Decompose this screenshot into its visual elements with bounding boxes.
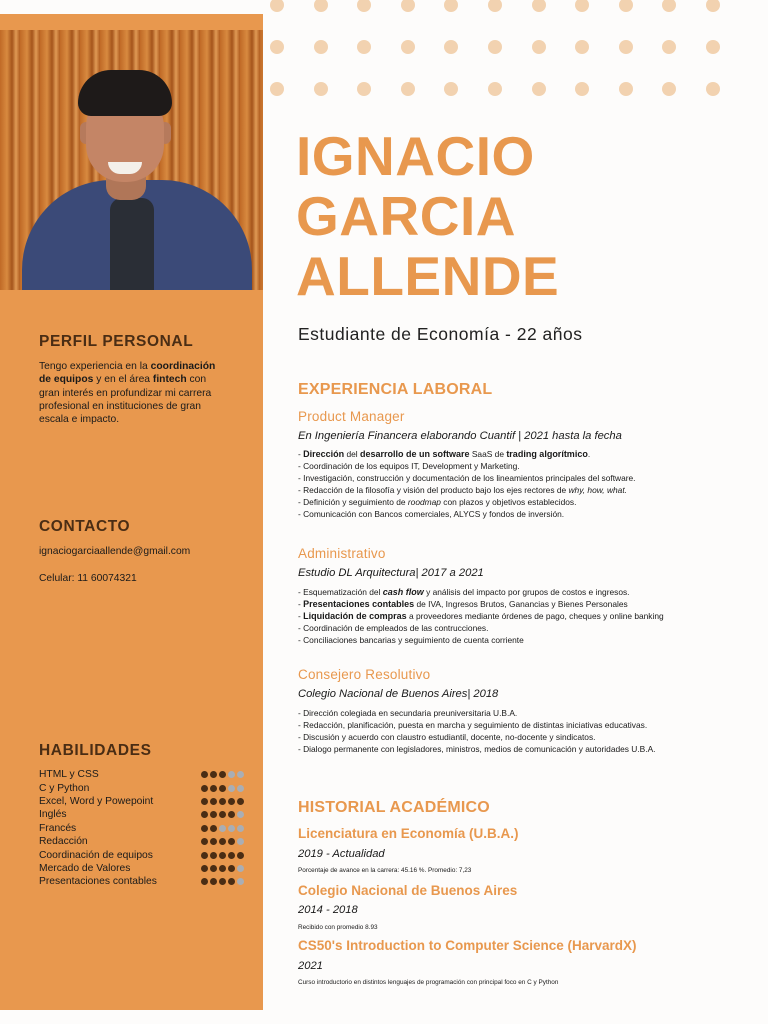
skill-row	[39, 822, 244, 835]
skill-level-dot	[228, 798, 235, 805]
decor-dot	[314, 40, 328, 54]
decor-dot	[488, 0, 502, 12]
bullet: - Conciliaciones bancarias y seguimiento de cuenta corriente	[298, 635, 524, 646]
skill-level-dot	[228, 865, 235, 872]
decor-dot	[270, 82, 284, 96]
profile-heading: PERFIL PERSONAL	[39, 333, 194, 350]
decor-dot	[706, 0, 720, 12]
bullet: - Presentaciones contables de IVA, Ingresos Brutos, Ganancias y Bienes Personales	[298, 599, 628, 610]
skill-level-dot	[228, 825, 235, 832]
education-heading: HISTORIAL ACADÉMICO	[298, 799, 490, 816]
skills-list	[39, 768, 244, 889]
skills-heading: HABILIDADES	[39, 742, 152, 759]
skill-name: HTML y CSS	[39, 769, 99, 781]
contact-email: ignaciogarciaallende@gmail.com	[39, 546, 191, 557]
bullet: - Dirección del desarrollo de un software SaaS de trading algorítmico.	[298, 449, 591, 459]
skill-level-dot	[210, 865, 217, 872]
name-line: ALLENDE	[296, 245, 560, 307]
decor-dot	[532, 0, 546, 12]
skill-level-dot	[237, 811, 244, 818]
name-line: IGNACIO	[296, 125, 535, 187]
skill-level-dot	[237, 825, 244, 832]
profile-photo	[0, 30, 263, 290]
skill-level-dot	[210, 798, 217, 805]
profile-text: Tengo experiencia en la coordinación de equipos y en el área fintech con gran interés en profundizar mi carrera profesional en instituciones de gran escala e impacto.	[39, 361, 216, 426]
skill-level-dots	[201, 771, 244, 778]
decor-dot	[619, 82, 633, 96]
skill-level-dot	[219, 865, 226, 872]
job-subtitle: En Ingeniería Financera elaborando Cuantif | 2021 hasta la fecha	[298, 430, 622, 442]
decor-dot	[575, 40, 589, 54]
skill-level-dot	[210, 785, 217, 792]
bullet: - Definición y seguimiento de roodmap con plazos y objetivos establecidos.	[298, 497, 577, 508]
skill-name: Francés	[39, 822, 77, 834]
bullet: - Liquidación de compras a proveedores mediante órdenes de pago, cheques y online banking	[298, 611, 664, 622]
skill-level-dot	[201, 838, 208, 845]
bullet: - Investigación, construcción y documentación de los lineamientos principales del software.	[298, 473, 636, 484]
skill-level-dot	[210, 838, 217, 845]
job-bullets	[298, 707, 738, 755]
bullet: - Coordinación de empleados de las contrucciones.	[298, 623, 489, 634]
decor-dot	[706, 82, 720, 96]
skill-level-dot	[237, 771, 244, 778]
skill-level-dot	[210, 878, 217, 885]
skill-level-dots	[201, 798, 244, 805]
education-name: Colegio Nacional de Buenos Aires	[298, 883, 518, 898]
bullet: - Dirección colegiada en secundaria preuniversitaria U.B.A.	[298, 708, 518, 718]
decor-dot	[314, 0, 328, 12]
bullet: - Dialogo permanente con legisladores, ministros, medios de comunicación y autoridades U.B.A.	[298, 744, 656, 755]
experience-heading: EXPERIENCIA LABORAL	[298, 381, 493, 398]
skill-level-dots	[201, 838, 244, 845]
skill-row	[39, 848, 244, 861]
decor-dot	[662, 82, 676, 96]
skill-level-dot	[219, 811, 226, 818]
skill-level-dot	[219, 878, 226, 885]
decor-dot	[401, 0, 415, 12]
skill-level-dots	[201, 785, 244, 792]
bullet: - Redacción, planificación, puesta en marcha y seguimiento de distintas iniciativas educativas.	[298, 720, 648, 731]
decor-dot	[619, 0, 633, 12]
skill-level-dots	[201, 878, 244, 885]
skill-level-dot	[201, 878, 208, 885]
skill-level-dot	[201, 852, 208, 859]
decorative-dot-pattern	[268, 0, 768, 100]
decor-dot	[532, 82, 546, 96]
education-dates: 2021	[298, 960, 323, 972]
decor-dot	[444, 82, 458, 96]
skill-level-dot	[210, 771, 217, 778]
contact-phone: Celular: 11 60074321	[39, 573, 137, 584]
bullet: - Redacción de la filosofía y visión del producto bajo los ejes rectores de why, how, what.	[298, 485, 627, 496]
skill-level-dot	[228, 852, 235, 859]
job-title: Product Manager	[298, 409, 405, 424]
job-title: Administrativo	[298, 546, 386, 561]
education-dates: 2014 - 2018	[298, 904, 358, 916]
skill-level-dot	[210, 825, 217, 832]
skill-name: Coordinación de equipos	[39, 849, 153, 861]
job-subtitle: Colegio Nacional de Buenos Aires| 2018	[298, 688, 499, 700]
skill-row	[39, 862, 244, 875]
skill-level-dots	[201, 852, 244, 859]
job-bullets	[298, 448, 738, 521]
education-detail: Recibido con promedio 8.93	[298, 924, 378, 931]
skill-level-dot	[219, 825, 226, 832]
candidate-subtitle: Estudiante de Economía - 22 años	[298, 324, 583, 344]
skill-level-dot	[237, 798, 244, 805]
decor-dot	[270, 0, 284, 12]
skill-level-dot	[201, 825, 208, 832]
decor-dot	[401, 82, 415, 96]
skill-level-dot	[201, 865, 208, 872]
skill-level-dot	[237, 785, 244, 792]
bullet: - Esquematización del cash flow y análisis del impacto por grupos de costos e ingresos.	[298, 587, 630, 597]
skill-level-dot	[201, 771, 208, 778]
skill-level-dot	[210, 852, 217, 859]
decor-dot	[444, 0, 458, 12]
decor-dot	[706, 40, 720, 54]
skill-level-dot	[237, 865, 244, 872]
skill-name: Mercado de Valores	[39, 862, 131, 874]
decor-dot	[357, 82, 371, 96]
job-subtitle: Estudio DL Arquitectura| 2017 a 2021	[298, 567, 484, 579]
candidate-name	[296, 126, 559, 306]
skill-row	[39, 875, 244, 888]
decor-dot	[357, 40, 371, 54]
skill-row	[39, 768, 244, 781]
bullet: - Discusión y acuerdo con claustro estudiantil, docente, no-docente y sindicatos.	[298, 732, 596, 743]
skill-level-dot	[228, 838, 235, 845]
skill-level-dot	[219, 838, 226, 845]
skill-level-dot	[210, 811, 217, 818]
job-title: Consejero Resolutivo	[298, 667, 431, 682]
skill-level-dot	[201, 798, 208, 805]
skill-level-dots	[201, 811, 244, 818]
skill-level-dot	[237, 878, 244, 885]
decor-dot	[575, 0, 589, 12]
skill-level-dots	[201, 825, 244, 832]
name-line: GARCIA	[296, 185, 516, 247]
decor-dot	[532, 40, 546, 54]
skill-level-dot	[237, 838, 244, 845]
skill-level-dot	[219, 798, 226, 805]
education-detail: Curso introductorio en distintos lenguajes de programación con principal foco en C y Python	[298, 979, 559, 986]
skill-name: Excel, Word y Powepoint	[39, 795, 154, 807]
decor-dot	[662, 0, 676, 12]
skill-level-dot	[228, 771, 235, 778]
education-name: CS50's Introduction to Computer Science (HarvardX)	[298, 938, 637, 953]
decor-dot	[575, 82, 589, 96]
education-detail: Porcentaje de avance en la carrera: 45.16 %. Promedio: 7,23	[298, 867, 472, 874]
skill-level-dot	[228, 811, 235, 818]
skill-level-dot	[219, 771, 226, 778]
skill-level-dot	[228, 878, 235, 885]
skill-level-dot	[219, 852, 226, 859]
skill-name: Presentaciones contables	[39, 876, 157, 888]
decor-dot	[488, 40, 502, 54]
skill-name: Redacción	[39, 836, 88, 848]
skill-level-dot	[201, 785, 208, 792]
skill-row	[39, 835, 244, 848]
decor-dot	[488, 82, 502, 96]
education-dates: 2019 - Actualidad	[298, 848, 385, 860]
skill-level-dot	[228, 785, 235, 792]
bullet: - Comunicación con Bancos comerciales, ALYCS y fondos de inversión.	[298, 509, 565, 520]
decor-dot	[270, 40, 284, 54]
job-bullets	[298, 586, 738, 646]
skill-level-dot	[201, 811, 208, 818]
decor-dot	[357, 0, 371, 12]
skill-level-dots	[201, 865, 244, 872]
skill-level-dot	[237, 852, 244, 859]
decor-dot	[662, 40, 676, 54]
decor-dot	[444, 40, 458, 54]
contact-heading: CONTACTO	[39, 518, 131, 535]
skill-level-dot	[219, 785, 226, 792]
decor-dot	[401, 40, 415, 54]
skill-name: Inglés	[39, 809, 67, 821]
skill-name: C y Python	[39, 782, 90, 794]
skill-row	[39, 808, 244, 821]
bullet: - Coordinación de los equipos IT, Development y Marketing.	[298, 461, 520, 472]
education-name: Licenciatura en Economía (U.B.A.)	[298, 826, 519, 841]
decor-dot	[314, 82, 328, 96]
skill-row	[39, 795, 244, 808]
decor-dot	[619, 40, 633, 54]
skill-row	[39, 781, 244, 794]
